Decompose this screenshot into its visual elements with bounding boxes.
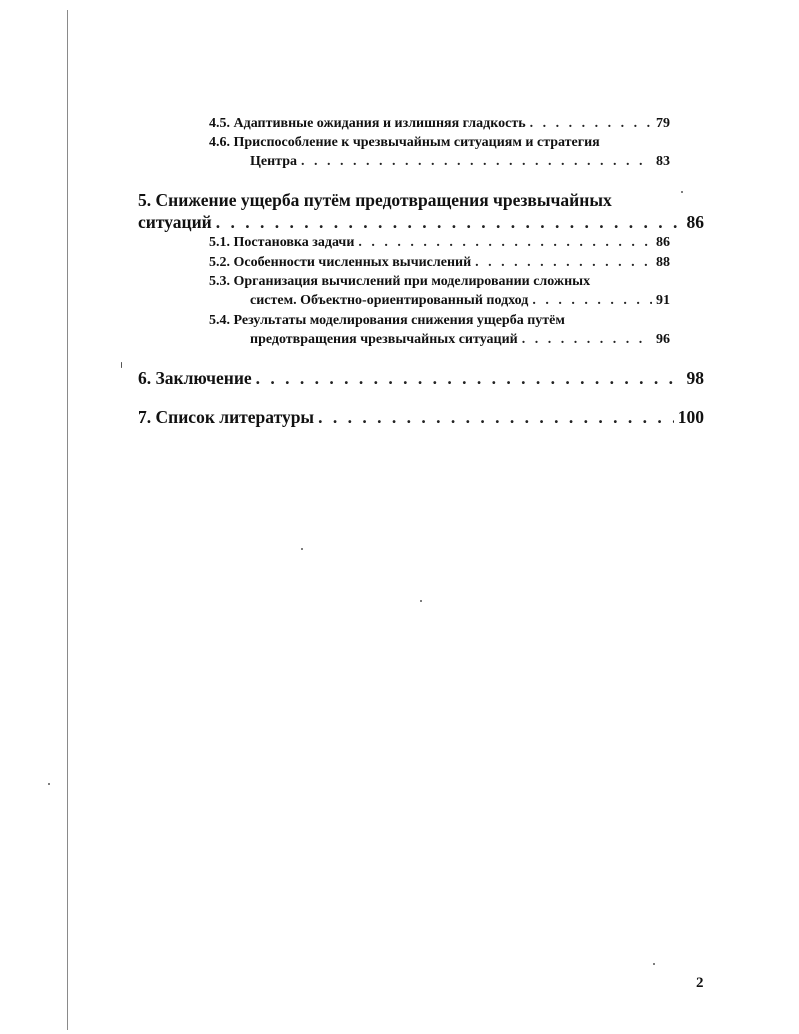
toc-entry-5-4[interactable] xyxy=(250,332,670,348)
scan-speck xyxy=(420,600,422,602)
toc-section-7[interactable] xyxy=(138,407,704,428)
toc-entry-5-3[interactable] xyxy=(250,293,670,309)
toc-leader-dots xyxy=(301,154,652,170)
toc-page-number: 83 xyxy=(656,154,670,169)
toc-section-title: ситуаций xyxy=(138,212,212,232)
toc-leader-dots xyxy=(522,332,652,348)
toc-entry-title: предотвращения чрезвычайных ситуаций xyxy=(250,332,518,347)
toc-page-number: 79 xyxy=(656,116,670,131)
toc-section-5[interactable] xyxy=(138,212,704,233)
toc-page-number: 98 xyxy=(686,368,704,388)
toc-section-title: 6. Заключение xyxy=(138,368,252,388)
toc-leader-dots xyxy=(530,116,652,132)
toc-leader-dots xyxy=(256,368,683,389)
toc-leader-dots xyxy=(532,293,652,309)
toc-leader-dots xyxy=(475,255,652,271)
toc-entry-5-1[interactable] xyxy=(209,235,670,251)
toc-page-number: 100 xyxy=(677,407,704,427)
toc-entry-title: 5.1. Постановка задачи xyxy=(209,235,355,250)
toc-leader-dots xyxy=(318,407,674,428)
toc-page-number: 96 xyxy=(656,332,670,347)
toc-entry-title: Центра xyxy=(250,154,298,169)
toc-page-number: 86 xyxy=(686,212,704,232)
toc-entry-5-4-line1: 5.4. Результаты моделирования снижения ущерба путём xyxy=(209,313,565,328)
toc-entry-title: систем. Объектно-ориентированный подход xyxy=(250,293,529,308)
toc-entry-title: 5.2. Особенности численных вычислений xyxy=(209,255,472,270)
binding-edge-line xyxy=(67,10,68,1030)
toc-page-number: 88 xyxy=(656,255,670,270)
toc-entry-4-6-line1: 4.6. Приспособление к чрезвычайным ситуациям и стратегия xyxy=(209,135,600,150)
scan-speck xyxy=(681,191,683,193)
toc-leader-dots xyxy=(358,235,652,251)
toc-entry-4-5[interactable] xyxy=(209,116,670,132)
page-number: 2 xyxy=(696,975,704,991)
toc-page-number: 86 xyxy=(656,235,670,250)
scan-speck xyxy=(301,548,303,550)
scan-speck xyxy=(121,362,122,368)
toc-section-6[interactable] xyxy=(138,368,704,389)
toc-entry-title: 4.5. Адаптивные ожидания и излишняя гладкость xyxy=(209,116,526,131)
toc-entry-4-6[interactable] xyxy=(250,154,670,170)
scan-speck xyxy=(653,963,655,965)
toc-section-title: 7. Список литературы xyxy=(138,407,315,427)
toc-entry-5-3-line1: 5.3. Организация вычислений при моделировании сложных xyxy=(209,274,591,289)
toc-leader-dots xyxy=(216,212,683,233)
toc-page-number: 91 xyxy=(656,293,670,308)
toc-section-5-line1: 5. Снижение ущерба путём предотвращения чрезвычайных xyxy=(138,190,612,210)
toc-entry-5-2[interactable] xyxy=(209,255,670,271)
scan-speck xyxy=(48,783,50,785)
